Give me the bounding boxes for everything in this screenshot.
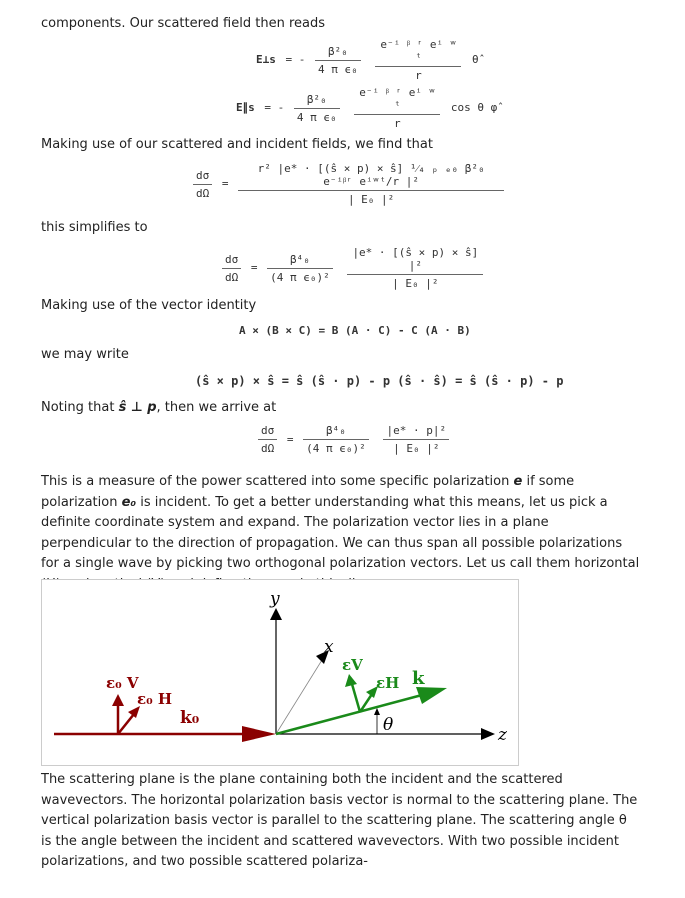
eq-sign: = (286, 432, 294, 446)
paragraph-fields: Making use of our scattered and incident fields, we find that (41, 137, 433, 152)
polarization-e0-sub: ₀ (130, 494, 137, 510)
phase-factor: e⁻ⁱ ᵝ ʳ eⁱ ʷ ᵗ (354, 86, 440, 115)
fraction-phase (354, 86, 440, 130)
cos-theta-phi: cos θ φ̂ (450, 101, 498, 114)
polarization-diagram (41, 579, 519, 766)
paragraph-measure (41, 472, 641, 595)
fraction-beta (294, 93, 340, 124)
y-arrow-icon (270, 608, 282, 620)
paragraph-noting (41, 398, 276, 418)
fraction-polarization (347, 246, 483, 290)
z-axis-label: z (498, 725, 507, 745)
fraction-main (238, 162, 504, 206)
domega: dΩ (196, 186, 210, 200)
y-axis-label: y (270, 589, 280, 609)
polarization-e0 (122, 495, 137, 510)
theta-hat: θ̂ (472, 53, 479, 66)
equation-e-perp (256, 38, 479, 82)
polarization-e0-e: e (121, 494, 131, 510)
numerator-final: |e* · p|² (383, 424, 449, 440)
denominator-e0: | E₀ |² (392, 277, 439, 290)
measure-text-f: is incident. To get a better understanding what this means, let us pick a definite coordinate system and expand. The polarization vector lies in a plane perpendicular to the direction of propagation. We can thus span all possible polarizations for a single wave by picking two orthogonal polarization vectors. Let us call them horizontal (41, 494, 640, 571)
fraction-beta4 (267, 253, 333, 284)
paragraph-identity-intro: Making use of the vector identity (41, 298, 257, 313)
fraction-beta4 (303, 424, 369, 455)
measure-text-c: if some polarization (41, 474, 575, 510)
fraction-dsigma (193, 169, 212, 200)
fraction-dsigma (258, 424, 277, 455)
dsigma: dσ (222, 253, 241, 269)
paragraph-we-may-write: we may write (41, 347, 129, 362)
beta-fourth: β⁴₀ (303, 424, 369, 440)
k-label: k (412, 668, 425, 689)
k0-arrow-icon (242, 726, 276, 742)
eps-h-label: εH (376, 674, 400, 692)
diagram-svg (42, 580, 518, 765)
perp-relation: ŝ ⊥ p (118, 400, 157, 415)
eps0-v-label: ε₀ V (106, 674, 139, 692)
equation-vector-identity: A × (B × C) = B (A · C) - C (A · B) (239, 324, 471, 337)
phase-factor: e⁻ⁱ ᵝ ʳ eⁱ ʷ ᵗ (375, 38, 461, 67)
domega: dΩ (261, 442, 275, 455)
domega: dΩ (225, 270, 239, 284)
eps0-v-arrow-icon (112, 694, 124, 706)
polarization-e: e (513, 474, 523, 489)
theta-label: θ (383, 715, 394, 735)
beta-squared: β²₀ (294, 93, 340, 109)
fraction-phase (375, 38, 461, 82)
fraction-dsigma (222, 253, 241, 284)
eq-sign: = (250, 261, 258, 274)
fraction-beta (315, 45, 361, 76)
denominator-r: r (393, 117, 401, 130)
eq-sign: = (221, 177, 229, 190)
noting-text-end: , then we arrive at (156, 400, 277, 415)
beta-fourth: β⁴₀ (267, 253, 333, 269)
eps0-h-vector (118, 714, 134, 734)
equation-vector-expansion: (ŝ × p) × ŝ = ŝ (ŝ · p) - p (ŝ · ŝ) = ŝ (ŝ · p) - p (195, 374, 564, 388)
k-arrow-icon (416, 687, 447, 704)
x-axis-label: x (324, 637, 334, 657)
dsigma: dσ (258, 424, 277, 440)
k0-label: k₀ (180, 708, 200, 728)
eps0-h-label: ε₀ H (137, 690, 173, 708)
denominator-r: r (415, 69, 422, 82)
numerator-simplified: |e* · [(ŝ × p) × ŝ] |² (347, 246, 483, 275)
measure-text-a: This is a measure of the power scattered into some specific polarization (41, 474, 510, 489)
z-arrow-icon (481, 728, 495, 740)
equation-cross-section-full (193, 162, 504, 206)
eq-sign: = - (264, 101, 285, 114)
fraction-polarization (383, 424, 449, 455)
theta-arrow-icon (374, 708, 380, 715)
four-pi-epsilon: 4 π ϵ₀ (296, 110, 337, 124)
dsigma: dσ (193, 169, 212, 185)
paragraph-scattering-plane: The scattering plane is the plane containing both the incident and the scattered wavevectors. The horizontal polarization basis vector is normal to the scattering plane. The vertical polarization basis vector is parallel to the scattering plane. The scattering angle θ is the angle between the incident and scattered wavevectors. With two possible incident polarizations, and two possible scattered polariza- (41, 772, 638, 869)
eps-v-arrow-icon (345, 674, 357, 687)
scattered-wavevector (276, 695, 422, 734)
beta-squared: β²₀ (315, 45, 361, 61)
paragraph-intro: components. Our scattered field then reads (41, 16, 325, 31)
equation-cross-section-final (258, 424, 449, 455)
equation-e-parallel (236, 86, 497, 130)
eps-v-vector (352, 684, 360, 712)
four-pi-epsilon: 4 π ϵ₀ (318, 62, 358, 76)
noting-text: Noting that (41, 400, 115, 415)
four-pi-epsilon-squared: (4 π ϵ₀)² (306, 442, 366, 455)
numerator-full: r² |e* · [(ŝ × p) × ŝ] ¹⁄₄ ₚ ₑ₀ β²₀ e⁻ⁱᵝʳ eⁱʷᵗ/r |² (238, 162, 504, 191)
eq-sign: = - (285, 53, 306, 66)
equation-cross-section-simplified (222, 246, 483, 290)
paragraph-simplifies: this simplifies to (41, 220, 148, 235)
denominator-e0: | E₀ |² (393, 442, 440, 455)
e-perp-lhs: E⊥s (256, 53, 276, 66)
denominator-e0: | E₀ |² (347, 193, 395, 206)
eps-v-label: εV (342, 656, 363, 674)
four-pi-epsilon-squared: (4 π ϵ₀)² (270, 270, 330, 284)
e-par-lhs: E∥s (236, 101, 255, 114)
